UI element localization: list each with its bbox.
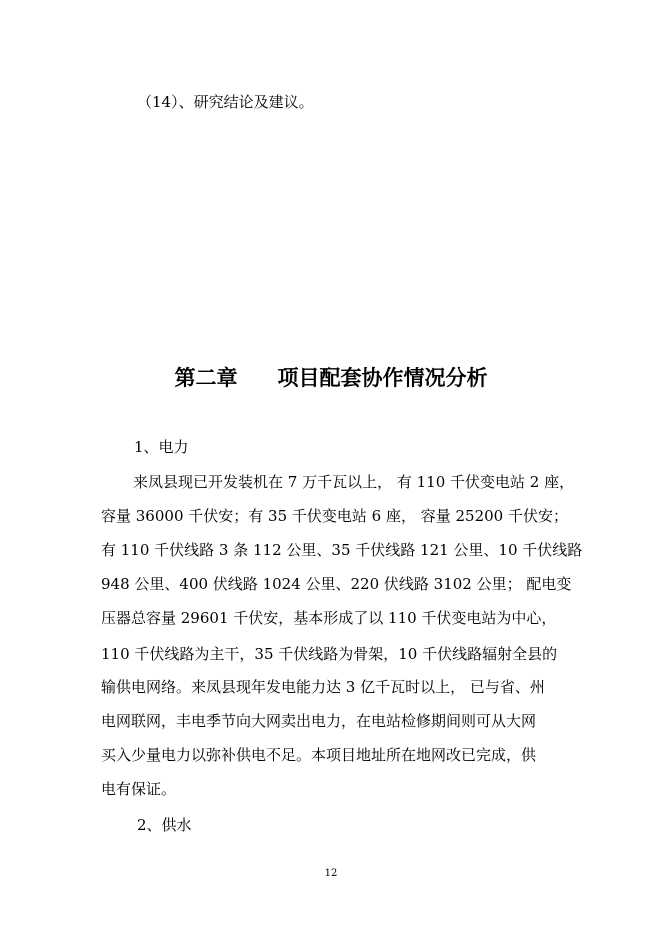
power-line-4: 948 公里、400 伏线路 1024 公里、220 伏线路 3102 公里； 配电变 <box>101 575 572 593</box>
power-line-6: 110 千伏线路为主干，35 千伏线路为骨架，10 千伏线路辐射全县的 <box>101 645 558 663</box>
power-line-5: 压器总容量 29601 千伏安，基本形成了以 110 千伏变电站为中心， <box>101 609 557 627</box>
section-heading-power: 1、电力 <box>134 438 189 456</box>
power-line-1: 来凤县现已开发装机在 7 万千瓦以上， 有 110 千伏变电站 2 座， <box>133 473 575 491</box>
power-line-8: 电网联网，丰电季节向大网卖出电力，在电站检修期间则可从大网 <box>101 712 537 730</box>
power-line-10: 电有保证。 <box>101 780 177 798</box>
chapter-title: 项目配套协作情况分析 <box>277 365 488 390</box>
chapter-heading <box>0 364 662 392</box>
power-line-9: 买入少量电力以弥补供电不足。本项目地址所在地网改已完成，供 <box>101 746 537 764</box>
chapter-number: 第二章 <box>174 365 238 390</box>
power-line-2: 容量 36000 千伏安；有 35 千伏变电站 6 座， 容量 25200 千伏安； <box>101 507 568 525</box>
power-line-3: 有 110 千伏线路 3 条 112 公里、35 千伏线路 121 公里、10 千伏线路 <box>101 541 583 559</box>
section-heading-water: 2、供水 <box>137 816 192 834</box>
power-line-7: 输供电网络。来凤县现年发电能力达 3 亿千瓦时以上， 已与省、州 <box>101 678 545 696</box>
previous-list-item: （14）、研究结论及建议。 <box>137 93 314 111</box>
page-number: 12 <box>324 868 338 879</box>
